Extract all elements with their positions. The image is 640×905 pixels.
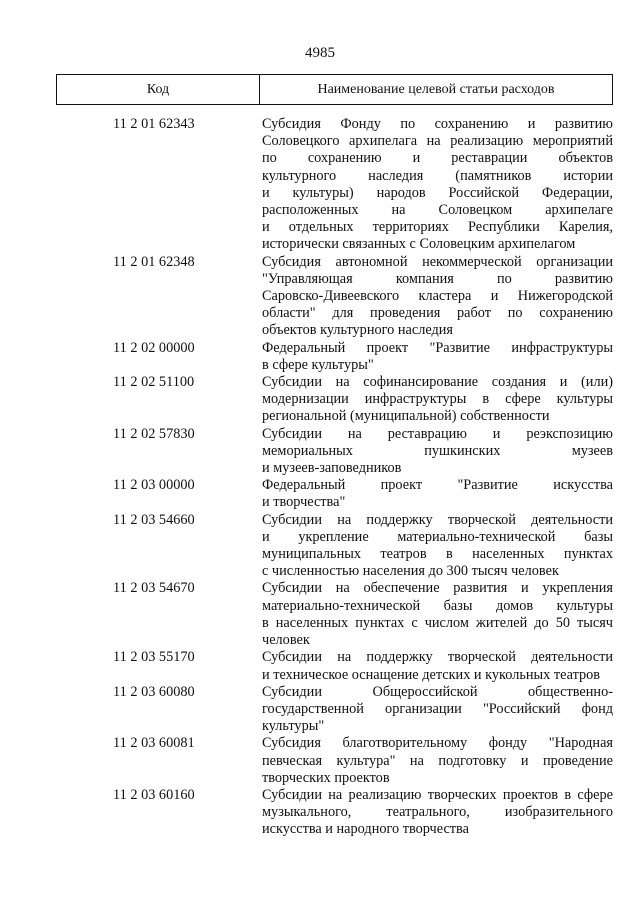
row-name <box>262 787 613 839</box>
row-name-line: культуры" <box>262 718 325 735</box>
row-name <box>262 116 613 254</box>
row-name-line: искусства и народного творчества <box>262 821 469 838</box>
row-name-line: Субсидия благотворительному фонду "Народная <box>262 735 613 752</box>
row-name-line: Федеральный проект "Развитие искусства <box>262 477 613 494</box>
row-name-line: региональной (муниципальной) собственности <box>262 408 550 425</box>
table-row <box>0 735 640 787</box>
row-name-line: объектов культурного наследия <box>262 322 453 339</box>
row-name-line: в сфере культуры" <box>262 356 374 373</box>
row-code: 11 2 03 54670 <box>113 580 195 597</box>
row-name-line: модернизации инфраструктуры в сфере культуры <box>262 391 613 408</box>
row-name <box>262 340 613 374</box>
table-row <box>0 787 640 839</box>
table-row <box>0 254 640 340</box>
row-name <box>262 649 613 683</box>
row-name-line: Саровско-Дивеевского кластера и Нижегородской <box>262 288 613 305</box>
row-name-line: и культуры) народов Российской Федерации, <box>262 184 613 201</box>
row-code: 11 2 03 55170 <box>113 649 195 666</box>
table-row <box>0 684 640 736</box>
row-code: 11 2 01 62348 <box>113 253 195 270</box>
row-name-line: культурного наследия (памятников истории <box>262 167 613 184</box>
row-name-line: и техническое оснащение детских и кукольных театров <box>262 666 601 683</box>
row-name <box>262 512 613 581</box>
row-name-line: и музеев-заповедников <box>262 460 402 477</box>
row-name-line: Субсидии на поддержку творческой деятельности <box>262 649 613 666</box>
row-name-line: "Управляющая компания по развитию <box>262 270 613 287</box>
row-name-line: Субсидия автономной некоммерческой организации <box>262 253 613 270</box>
table-row <box>0 426 640 478</box>
table-row <box>0 512 640 581</box>
row-name <box>262 477 613 511</box>
table-row <box>0 649 640 683</box>
row-name <box>262 426 613 478</box>
row-name-line: и укрепление материально-технической базы <box>262 528 613 545</box>
header-code: Код <box>57 75 260 104</box>
row-code: 11 2 03 00000 <box>113 477 195 494</box>
page-number: 4985 <box>305 45 335 61</box>
row-name <box>262 735 613 787</box>
row-name-line: творческих проектов <box>262 769 390 786</box>
row-name-line: и отдельных территориях Республики Карелия, <box>262 219 613 236</box>
row-name-line: расположенных на Соловецком архипелаге <box>262 202 613 219</box>
row-name <box>262 254 613 340</box>
row-name-line: музыкального, театрального, изобразительного <box>262 804 613 821</box>
table-row <box>0 374 640 426</box>
row-name-line: Соловецкого архипелага на реализацию мероприятий <box>262 133 613 150</box>
row-name-line: Субсидии на обеспечение развития и укрепления <box>262 580 613 597</box>
row-name-line: мемориальных пушкинских музеев <box>262 442 613 459</box>
row-code: 11 2 03 60160 <box>113 786 195 803</box>
row-name-line: человек <box>262 632 310 649</box>
row-name-line: муниципальных театров в населенных пунктах <box>262 546 613 563</box>
row-name-line: в населенных пунктах с числом жителей до 50 тысяч <box>262 614 613 631</box>
row-code: 11 2 03 60081 <box>113 735 195 752</box>
row-name-line: материально-технической базы домов культуры <box>262 597 613 614</box>
row-name-line: Субсидии на реализацию творческих проектов в сфере <box>262 786 613 803</box>
table-row <box>0 477 640 511</box>
row-code: 11 2 02 57830 <box>113 425 195 442</box>
row-name-line: Субсидии на софинансирование создания и (или) <box>262 374 613 391</box>
table-row <box>0 340 640 374</box>
row-name <box>262 374 613 426</box>
row-code: 11 2 02 00000 <box>113 339 195 356</box>
header-name: Наименование целевой статьи расходов <box>317 81 555 97</box>
row-code: 11 2 01 62343 <box>113 116 195 132</box>
row-name-line: Субсидия Фонду по сохранению и развитию <box>262 116 613 132</box>
row-code: 11 2 02 51100 <box>113 374 195 391</box>
row-name-line: певческая культура" на подготовку и проведение <box>262 752 613 769</box>
row-name-line: исторически связанных с Соловецким архипелагом <box>262 236 576 253</box>
row-name-line: государственной организации "Российский фонд <box>262 700 613 717</box>
row-code: 11 2 03 54660 <box>113 511 195 528</box>
row-name-line: Субсидии на поддержку творческой деятельности <box>262 511 613 528</box>
row-name-line: области" для проведения работ по сохранению <box>262 305 613 322</box>
row-name-line: Федеральный проект "Развитие инфраструктуры <box>262 339 613 356</box>
row-name <box>262 580 613 649</box>
row-name-line: и творчества" <box>262 494 346 511</box>
table-body <box>0 116 640 839</box>
row-name-line: с численностью населения до 300 тысяч человек <box>262 563 559 580</box>
table-row <box>0 116 640 254</box>
row-name-line: Субсидии на реставрацию и реэкспозицию <box>262 425 613 442</box>
row-name <box>262 684 613 736</box>
table-row <box>0 580 640 649</box>
table-header <box>56 74 613 105</box>
row-code: 11 2 03 60080 <box>113 683 195 700</box>
row-name-line: Субсидии Общероссийской общественно- <box>262 683 613 700</box>
row-name-line: по сохранению и реставрации объектов <box>262 150 613 167</box>
